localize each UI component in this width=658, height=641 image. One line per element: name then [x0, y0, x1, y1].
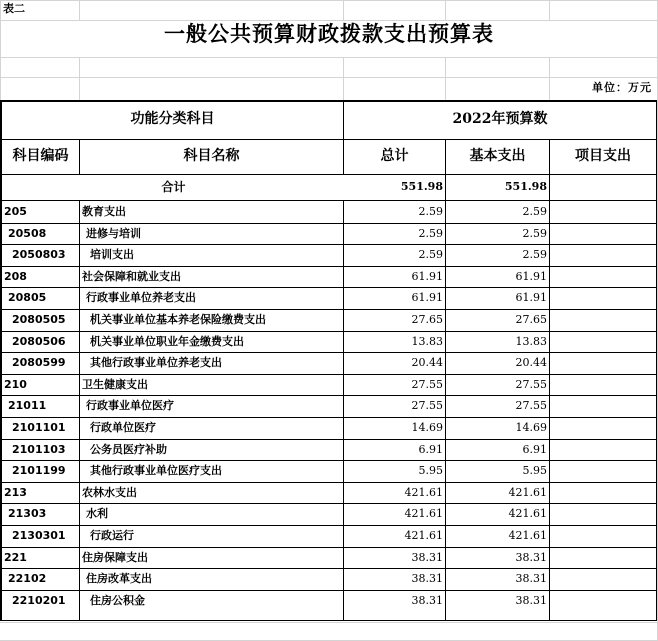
row-name: 行政单位医疗	[90, 421, 156, 434]
row-total: 38.31	[411, 572, 443, 586]
gridline	[0, 77, 658, 78]
row-code: 21011	[8, 399, 47, 413]
row-total: 27.65	[411, 313, 443, 326]
header-basic: 基本支出	[469, 148, 526, 164]
row-project	[550, 309, 654, 331]
row-project	[550, 266, 654, 288]
row-total: 5.95	[418, 464, 443, 478]
row-total: 38.31	[411, 550, 443, 564]
row-name: 行政运行	[90, 529, 134, 542]
row-code: 221	[4, 550, 27, 564]
row-total: 2.59	[418, 248, 443, 262]
row-total: 14.69	[411, 421, 443, 434]
header-code: 科目编码	[12, 148, 69, 164]
gridline	[549, 57, 550, 100]
header-project: 项目支出	[575, 148, 631, 164]
row-basic: 38.31	[515, 572, 547, 586]
row-name: 机关事业单位职业年金缴费支出	[90, 334, 244, 348]
row-basic: 38.31	[515, 593, 547, 607]
header-functional-classification: 功能分类科目	[130, 111, 215, 127]
unit-label: 单位：万元	[592, 81, 652, 94]
row-code: 2080506	[12, 334, 66, 348]
row-total: 27.55	[411, 377, 443, 391]
table-tag: 表二	[3, 2, 25, 15]
row-name: 教育支出	[82, 205, 126, 218]
header-budget-year: 2022年预算数	[452, 111, 548, 127]
row-basic: 421.61	[508, 485, 547, 499]
row-total: 421.61	[404, 507, 443, 521]
row-project	[550, 287, 654, 309]
row-code: 21303	[8, 507, 47, 521]
row-name: 机关事业单位基本养老保险缴费支出	[90, 313, 266, 326]
row-name: 社会保障和就业支出	[82, 269, 181, 283]
row-basic: 5.95	[522, 464, 547, 478]
total-row-basic: 551.98	[504, 180, 547, 193]
row-name: 水利	[86, 507, 108, 521]
row-project	[550, 439, 654, 461]
row-total: 13.83	[411, 334, 443, 348]
row-code: 20805	[8, 291, 47, 305]
gridline	[343, 57, 344, 100]
row-project	[550, 374, 654, 396]
row-basic: 6.91	[522, 442, 547, 456]
row-basic: 61.91	[515, 291, 547, 305]
header-total: 总计	[380, 148, 409, 164]
row-project	[550, 482, 654, 504]
row-project	[550, 331, 654, 353]
row-basic: 38.31	[515, 550, 547, 564]
row-total: 38.31	[411, 593, 443, 607]
row-project	[550, 201, 654, 223]
row-total: 27.55	[411, 399, 443, 413]
row-basic: 20.44	[515, 356, 547, 370]
row-name: 行政事业单位医疗	[86, 399, 174, 413]
row-basic: 421.61	[508, 507, 547, 521]
row-name: 住房保障支出	[82, 550, 148, 564]
row-code: 210	[4, 377, 27, 391]
row-total: 61.91	[411, 269, 443, 283]
row-project	[550, 417, 654, 439]
gridline	[445, 0, 446, 20]
page-title: 一般公共预算财政拨款支出预算表	[164, 21, 494, 46]
gridline	[343, 0, 344, 20]
row-total: 421.61	[404, 485, 443, 499]
row-project	[550, 460, 654, 482]
row-project	[550, 503, 654, 525]
row-basic: 421.61	[508, 529, 547, 542]
row-code: 2210201	[12, 593, 66, 607]
gridline	[0, 622, 658, 623]
gridline	[549, 0, 550, 20]
row-basic: 27.65	[515, 313, 547, 326]
row-total: 6.91	[418, 442, 443, 456]
row-name: 行政事业单位养老支出	[86, 291, 196, 305]
table-border	[0, 174, 657, 175]
row-basic: 61.91	[515, 269, 547, 283]
row-code: 22102	[8, 572, 47, 586]
gridline	[79, 57, 80, 100]
row-project	[550, 568, 654, 590]
gridline	[79, 0, 80, 20]
row-project	[550, 395, 654, 417]
row-code: 2080505	[12, 313, 66, 326]
row-basic: 27.55	[515, 399, 547, 413]
row-name: 培训支出	[90, 248, 134, 262]
row-code: 2130301	[12, 529, 66, 542]
table-border	[656, 100, 657, 621]
row-name: 农林水支出	[82, 485, 137, 499]
row-code: 205	[4, 205, 27, 218]
row-basic: 14.69	[515, 421, 547, 434]
gridline	[0, 57, 658, 58]
total-row-total: 551.98	[400, 180, 443, 193]
table-border	[0, 100, 2, 621]
row-code: 213	[4, 485, 27, 499]
row-project	[550, 525, 654, 547]
row-name: 公务员医疗补助	[90, 442, 167, 456]
row-basic: 2.59	[522, 226, 547, 240]
row-total: 2.59	[418, 226, 443, 240]
total-row-label: 合计	[161, 180, 186, 194]
row-name: 住房改革支出	[86, 572, 152, 586]
row-project	[550, 244, 654, 266]
row-code: 20508	[8, 226, 47, 240]
row-name: 其他行政事业单位养老支出	[90, 356, 222, 370]
row-name: 卫生健康支出	[82, 377, 148, 391]
gridline	[0, 0, 658, 1]
row-project	[550, 590, 654, 612]
row-basic: 2.59	[522, 248, 547, 262]
row-total: 20.44	[411, 356, 443, 370]
table-border	[0, 620, 657, 621]
header-name: 科目名称	[183, 148, 240, 164]
row-basic: 2.59	[522, 205, 547, 218]
row-project	[550, 223, 654, 245]
row-total: 2.59	[418, 205, 443, 218]
row-total: 61.91	[411, 291, 443, 305]
gridline	[445, 57, 446, 100]
row-name: 进修与培训	[86, 226, 141, 240]
table-border	[0, 100, 657, 102]
row-basic: 13.83	[515, 334, 547, 348]
row-basic: 27.55	[515, 377, 547, 391]
row-code: 2050803	[12, 248, 66, 262]
row-project	[550, 547, 654, 569]
row-code: 2101103	[12, 442, 66, 456]
row-code: 208	[4, 269, 27, 283]
table-border	[0, 139, 657, 140]
row-name: 其他行政事业单位医疗支出	[90, 464, 222, 478]
row-code: 2101101	[12, 421, 66, 434]
row-code: 2080599	[12, 356, 66, 370]
row-project	[550, 352, 654, 374]
row-name: 住房公积金	[90, 593, 145, 607]
row-code: 2101199	[12, 464, 66, 478]
row-total: 421.61	[404, 529, 443, 542]
